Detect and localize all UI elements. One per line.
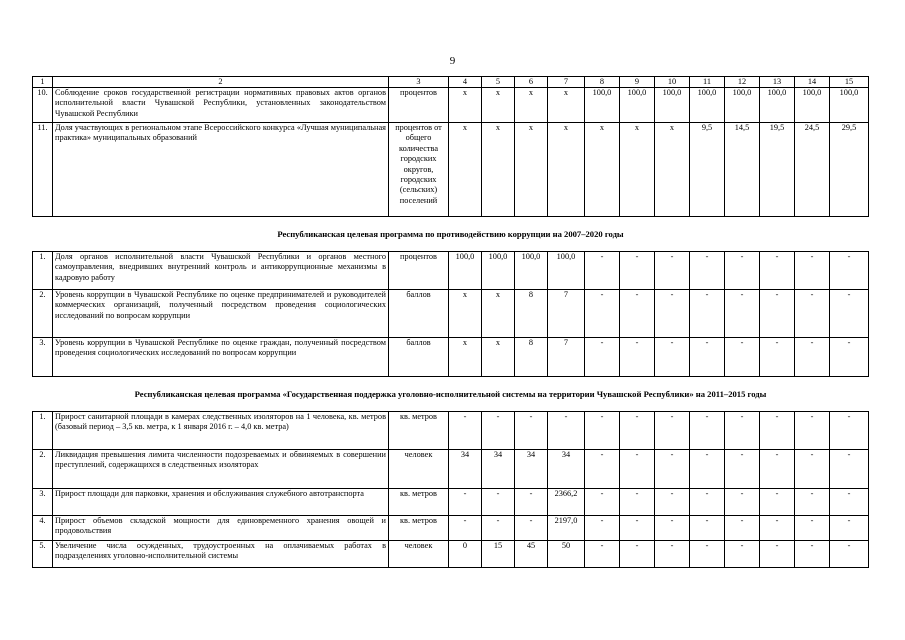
indicator-description: Ликвидация превышения лимита численности подозреваемых и обвиняемых в совершении преступлений, содержащихся в следственных изоляторах: [53, 450, 389, 489]
value-cell: x: [449, 88, 482, 123]
value-cell: -: [548, 412, 585, 450]
value-cell: 34: [449, 450, 482, 489]
value-cell: -: [760, 450, 795, 489]
value-cell: x: [482, 290, 515, 338]
column-number: 4: [449, 77, 482, 88]
program-section-title: Республиканская целевая программа «Государственная поддержка уголовно-исполнительной системы на территории Чувашской Республики» на 2011–2015 годы: [33, 377, 869, 412]
row-number: 10.: [33, 88, 53, 123]
value-cell: -: [795, 252, 830, 290]
value-cell: 100,0: [690, 88, 725, 123]
indicator-description: Соблюдение сроков государственной регистрации нормативных правовых актов органов исполнительной власти Чувашской Республики, установленных законодательством Чувашской Республики: [53, 88, 389, 123]
value-cell: 9,5: [690, 123, 725, 217]
column-number: 13: [760, 77, 795, 88]
value-cell: x: [548, 123, 585, 217]
value-cell: -: [795, 412, 830, 450]
column-number: 15: [830, 77, 869, 88]
value-cell: -: [585, 290, 620, 338]
unit-of-measure: процентов: [389, 252, 449, 290]
value-cell: -: [515, 412, 548, 450]
unit-of-measure: человек: [389, 541, 449, 568]
value-cell: -: [760, 541, 795, 568]
value-cell: -: [585, 489, 620, 516]
unit-of-measure: баллов: [389, 338, 449, 377]
table-row: [33, 123, 869, 217]
value-cell: x: [482, 338, 515, 377]
value-cell: -: [830, 412, 869, 450]
value-cell: -: [655, 450, 690, 489]
row-number: 5.: [33, 541, 53, 568]
row-number: 1.: [33, 252, 53, 290]
value-cell: 100,0: [655, 88, 690, 123]
column-number: 8: [585, 77, 620, 88]
value-cell: x: [482, 123, 515, 217]
value-cell: -: [585, 252, 620, 290]
value-cell: -: [690, 541, 725, 568]
value-cell: 100,0: [620, 88, 655, 123]
value-cell: 8: [515, 290, 548, 338]
header-row: [33, 77, 869, 88]
value-cell: -: [830, 252, 869, 290]
column-number: 10: [655, 77, 690, 88]
value-cell: -: [620, 516, 655, 541]
value-cell: -: [760, 516, 795, 541]
value-cell: 50: [548, 541, 585, 568]
value-cell: -: [760, 412, 795, 450]
row-number: 3.: [33, 489, 53, 516]
value-cell: -: [449, 489, 482, 516]
value-cell: 2197,0: [548, 516, 585, 541]
value-cell: -: [585, 541, 620, 568]
row-number: 2.: [33, 450, 53, 489]
value-cell: x: [449, 123, 482, 217]
value-cell: -: [585, 412, 620, 450]
table-row: [33, 489, 869, 516]
value-cell: 8: [515, 338, 548, 377]
value-cell: -: [690, 252, 725, 290]
table-row: [33, 252, 869, 290]
value-cell: 34: [482, 450, 515, 489]
unit-of-measure: кв. метров: [389, 489, 449, 516]
indicator-description: Прирост санитарной площади в камерах следственных изоляторов на 1 человека, кв. метров (базовый период – 3,5 кв. метра, к 1 января 2016 г. – 4,0 кв. метра): [53, 412, 389, 450]
value-cell: x: [620, 123, 655, 217]
indicator-description: Доля органов исполнительной власти Чувашской Республики и органов местного самоуправления, внедривших внутренний контроль и антикоррупционные механизмы в кадровую работу: [53, 252, 389, 290]
value-cell: -: [795, 541, 830, 568]
value-cell: -: [620, 412, 655, 450]
value-cell: -: [830, 338, 869, 377]
table-row: [33, 516, 869, 541]
indicator-description: Уровень коррупции в Чувашской Республике по оценке граждан, полученный посредством проведения социологических исследований по вопросам коррупции: [53, 338, 389, 377]
value-cell: -: [795, 338, 830, 377]
row-number: 3.: [33, 338, 53, 377]
value-cell: 34: [515, 450, 548, 489]
value-cell: -: [620, 290, 655, 338]
value-cell: x: [515, 123, 548, 217]
program-section-row: [33, 377, 869, 412]
value-cell: 100,0: [760, 88, 795, 123]
value-cell: x: [585, 123, 620, 217]
column-number: 1: [33, 77, 53, 88]
table-row: [33, 88, 869, 123]
value-cell: 100,0: [585, 88, 620, 123]
value-cell: x: [482, 88, 515, 123]
unit-of-measure: процентов: [389, 88, 449, 123]
value-cell: -: [760, 290, 795, 338]
value-cell: -: [482, 412, 515, 450]
value-cell: 34: [548, 450, 585, 489]
value-cell: -: [725, 412, 760, 450]
indicator-description: Увеличение числа осужденных, трудоустроенных на оплачиваемых работах в подразделениях уголовно-исполнительной системы: [53, 541, 389, 568]
value-cell: -: [655, 516, 690, 541]
unit-of-measure: процентов от общего количества городских округов, городских (сельских) поселений: [389, 123, 449, 217]
value-cell: -: [585, 450, 620, 489]
value-cell: -: [620, 252, 655, 290]
value-cell: -: [690, 338, 725, 377]
unit-of-measure: кв. метров: [389, 412, 449, 450]
value-cell: 15: [482, 541, 515, 568]
column-number: 2: [53, 77, 389, 88]
value-cell: -: [830, 541, 869, 568]
value-cell: 100,0: [515, 252, 548, 290]
value-cell: 100,0: [795, 88, 830, 123]
value-cell: -: [690, 412, 725, 450]
value-cell: 100,0: [482, 252, 515, 290]
column-number: 7: [548, 77, 585, 88]
value-cell: 24,5: [795, 123, 830, 217]
value-cell: 7: [548, 338, 585, 377]
indicator-description: Прирост площади для парковки, хранения и обслуживания служебного автотранспорта: [53, 489, 389, 516]
column-number: 6: [515, 77, 548, 88]
program-section-row: [33, 217, 869, 252]
value-cell: -: [620, 338, 655, 377]
program-section-title: Республиканская целевая программа по противодействию коррупции на 2007–2020 годы: [33, 217, 869, 252]
row-number: 1.: [33, 412, 53, 450]
table-row: [33, 450, 869, 489]
value-cell: -: [449, 412, 482, 450]
table-row: [33, 412, 869, 450]
value-cell: 100,0: [449, 252, 482, 290]
value-cell: -: [655, 338, 690, 377]
value-cell: -: [760, 489, 795, 516]
value-cell: -: [620, 450, 655, 489]
value-cell: -: [655, 252, 690, 290]
indicator-description: Прирост объемов складской мощности для единовременного хранения овощей и продовольствия: [53, 516, 389, 541]
value-cell: -: [515, 516, 548, 541]
value-cell: -: [830, 516, 869, 541]
unit-of-measure: баллов: [389, 290, 449, 338]
value-cell: -: [482, 516, 515, 541]
unit-of-measure: человек: [389, 450, 449, 489]
value-cell: -: [725, 489, 760, 516]
value-cell: 100,0: [548, 252, 585, 290]
value-cell: x: [449, 290, 482, 338]
value-cell: -: [655, 412, 690, 450]
value-cell: x: [515, 88, 548, 123]
indicator-description: Доля участвующих в региональном этапе Всероссийского конкурса «Лучшая муниципальная практика» муниципальных образований: [53, 123, 389, 217]
page-number: 9: [449, 55, 456, 67]
value-cell: -: [830, 450, 869, 489]
column-number: 5: [482, 77, 515, 88]
column-number: 12: [725, 77, 760, 88]
value-cell: -: [725, 541, 760, 568]
column-number: 14: [795, 77, 830, 88]
value-cell: -: [795, 516, 830, 541]
value-cell: -: [830, 290, 869, 338]
value-cell: -: [725, 338, 760, 377]
row-number: 4.: [33, 516, 53, 541]
value-cell: -: [585, 516, 620, 541]
value-cell: -: [482, 489, 515, 516]
value-cell: 45: [515, 541, 548, 568]
value-cell: -: [620, 541, 655, 568]
column-number: 11: [690, 77, 725, 88]
row-number: 11.: [33, 123, 53, 217]
indicator-description: Уровень коррупции в Чувашской Республике по оценке предпринимателей и руководителей коммерческих организаций, полученный посредством проведения социологических исследований по вопросам коррупции: [53, 290, 389, 338]
value-cell: 100,0: [725, 88, 760, 123]
value-cell: 0: [449, 541, 482, 568]
value-cell: 100,0: [830, 88, 869, 123]
value-cell: -: [760, 252, 795, 290]
value-cell: -: [795, 290, 830, 338]
unit-of-measure: кв. метров: [389, 516, 449, 541]
value-cell: 14,5: [725, 123, 760, 217]
value-cell: -: [795, 489, 830, 516]
value-cell: -: [690, 290, 725, 338]
value-cell: -: [725, 290, 760, 338]
value-cell: -: [655, 290, 690, 338]
value-cell: 2366,2: [548, 489, 585, 516]
value-cell: -: [655, 541, 690, 568]
column-number: 9: [620, 77, 655, 88]
value-cell: x: [548, 88, 585, 123]
column-number: 3: [389, 77, 449, 88]
value-cell: -: [725, 516, 760, 541]
value-cell: -: [620, 489, 655, 516]
table-row: [33, 541, 869, 568]
value-cell: -: [690, 489, 725, 516]
value-cell: -: [830, 489, 869, 516]
value-cell: -: [760, 338, 795, 377]
value-cell: -: [725, 252, 760, 290]
row-number: 2.: [33, 290, 53, 338]
value-cell: 29,5: [830, 123, 869, 217]
value-cell: -: [655, 489, 690, 516]
value-cell: 7: [548, 290, 585, 338]
value-cell: -: [725, 450, 760, 489]
value-cell: -: [690, 450, 725, 489]
value-cell: -: [449, 516, 482, 541]
value-cell: x: [655, 123, 690, 217]
value-cell: 19,5: [760, 123, 795, 217]
table-row: [33, 338, 869, 377]
value-cell: -: [585, 338, 620, 377]
indicator-table: [32, 76, 869, 568]
value-cell: -: [690, 516, 725, 541]
value-cell: x: [449, 338, 482, 377]
value-cell: -: [795, 450, 830, 489]
table-row: [33, 290, 869, 338]
value-cell: -: [515, 489, 548, 516]
